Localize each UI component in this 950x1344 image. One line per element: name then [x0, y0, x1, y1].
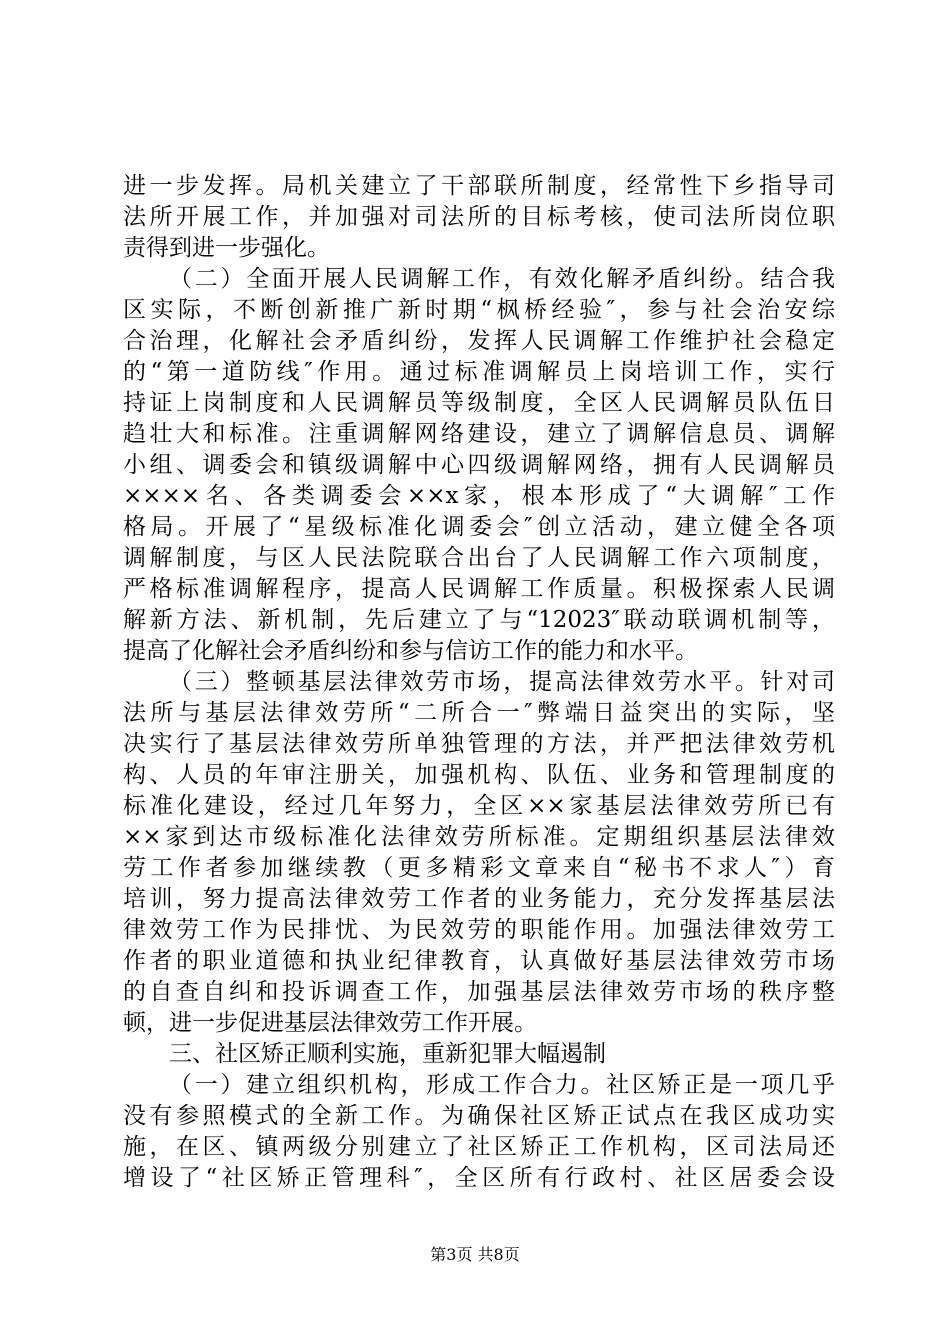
paragraph-start-line: （二）全面开展人民调解工作，有效化解矛盾纠纷。结合我 [169, 266, 835, 292]
text-line: 格局。开展了“星级标准化调委会″创立活动，建立健全各项 [123, 514, 835, 540]
text-line: 提高了化解社会矛盾纠纷和参与信访工作的能力和水平。 [123, 638, 698, 664]
body-text [123, 171, 835, 1194]
text-line: 标准化建设，经过几年努力，全区××家基层法律效劳所已有 [123, 793, 835, 819]
text-line: 进一步发挥。局机关建立了干部联所制度，经常性下乡指导司 [123, 173, 835, 199]
paragraph-start-line: （三）整顿基层法律效劳市场，提高法律效劳水平。针对司 [169, 669, 835, 695]
text-line: ××××名、各类调委会××x家，根本形成了“大调解″工作 [123, 483, 835, 509]
text-line: 持证上岗制度和人民调解员等级制度，全区人民调解员队伍日 [123, 390, 835, 416]
text-line: 严格标准调解程序，提高人民调解工作质量。积极探索人民调 [123, 576, 835, 602]
text-line: 小组、调委会和镇级调解中心四级调解网络，拥有人民调解员 [123, 452, 835, 478]
text-line: 施，在区、镇两级分别建立了社区矫正工作机构，区司法局还 [123, 1134, 835, 1160]
text-line: 责得到进一步强化。 [123, 235, 330, 261]
text-line: ××家到达市级标准化法律效劳所标准。定期组织基层法律效 [123, 824, 835, 850]
text-line: 调解制度，与区人民法院联合出台了人民调解工作六项制度， [123, 545, 835, 571]
text-line: 作者的职业道德和执业纪律教育，认真做好基层法律效劳市场 [123, 948, 835, 974]
text-line: 合治理，化解社会矛盾纠纷，发挥人民调解工作维护社会稳定 [123, 328, 835, 354]
text-line: 培训，努力提高法律效劳工作者的业务能力，充分发挥基层法 [123, 886, 835, 912]
page-number-label: 第3页 共8页 [430, 1245, 520, 1264]
text-line: 的“第一道防线″作用。通过标准调解员上岗培训工作，实行 [123, 359, 835, 385]
page-footer [0, 1245, 950, 1265]
section-heading: 三、社区矫正顺利实施，重新犯罪大幅遏制 [169, 1041, 606, 1067]
text-line: 顿，进一步促进基层法律效劳工作开展。 [123, 1010, 537, 1036]
paragraph-start-line: （一）建立组织机构，形成工作合力。社区矫正是一项几乎 [169, 1072, 835, 1098]
text-line: 趋壮大和标准。注重调解网络建设，建立了调解信息员、调解 [123, 421, 835, 447]
text-line: 劳工作者参加继续教（更多精彩文章来自“秘书不求人″）育 [123, 855, 835, 881]
text-line: 增设了“社区矫正管理科″，全区所有行政村、社区居委会设 [123, 1165, 835, 1191]
text-line: 的自查自纠和投诉调查工作，加强基层法律效劳市场的秩序整 [123, 979, 835, 1005]
text-line: 法所开展工作，并加强对司法所的目标考核，使司法所岗位职 [123, 204, 835, 230]
text-line: 没有参照模式的全新工作。为确保社区矫正试点在我区成功实 [123, 1103, 835, 1129]
text-line: 法所与基层法律效劳所“二所合一″弊端日益突出的实际，坚 [123, 700, 835, 726]
text-line: 决实行了基层法律效劳所单独管理的方法，并严把法律效劳机 [123, 731, 835, 757]
text-line: 解新方法、新机制，先后建立了与“12023″联动联调机制等， [123, 607, 835, 633]
text-line: 构、人员的年审注册关，加强机构、队伍、业务和管理制度的 [123, 762, 835, 788]
text-line: 律效劳工作为民排忧、为民效劳的职能作用。加强法律效劳工 [123, 917, 835, 943]
text-line: 区实际，不断创新推广新时期“枫桥经验″，参与社会治安综 [123, 297, 835, 323]
